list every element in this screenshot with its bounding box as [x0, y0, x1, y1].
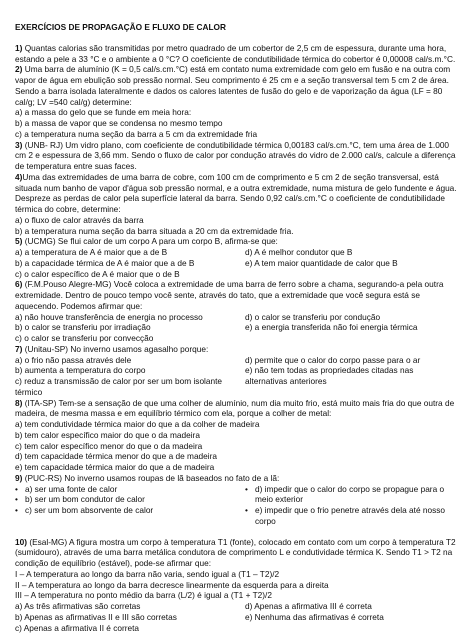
- option: d) tem capacidade térmica menor do que a de madeira: [15, 451, 460, 462]
- option: c) o calor se transferiu por convecção: [15, 333, 245, 344]
- option-row: [15, 516, 460, 527]
- question-number: 9): [15, 473, 22, 483]
- option-row: [15, 355, 460, 366]
- question-text: (PUC-RS) No inverno usamos roupas de lã baseados no fato de a lã:: [25, 473, 280, 483]
- option: b) Apenas as afirmativas II e III são corretas: [15, 612, 245, 623]
- option: b) a massa de vapor que se condensa no mesmo tempo: [15, 118, 460, 129]
- option-row: [15, 333, 460, 344]
- question-number: 4): [15, 172, 22, 182]
- question-text: (UNB- RJ) Um vidro plano, com coeficiente de condutibilidade térmica 0,00183 cal/s.cm.°C, tem uma área de 1.000 cm 2 e espessura de 3,66 mm. Sendo o fluxo de calor por condução através do vidro de 2.000 cal/s, calcule a diferença de temperatura entre suas faces.: [15, 140, 455, 172]
- option-row: [15, 601, 460, 612]
- option: a) a temperatura de A é maior que a de B: [15, 247, 245, 258]
- question-5: [15, 236, 460, 247]
- question-2: [15, 64, 460, 107]
- option: [245, 269, 460, 280]
- bullet-icon: •: [15, 494, 25, 505]
- question-number: 1): [15, 43, 22, 53]
- option: a) o frio não passa através dele: [15, 355, 245, 366]
- option-row: [15, 623, 460, 633]
- question-number: 6): [15, 279, 22, 289]
- question-number: 3): [15, 140, 22, 150]
- bullet-icon: •: [245, 505, 255, 516]
- question-number: 5): [15, 236, 22, 246]
- question-7: [15, 344, 460, 355]
- option: c) tem calor específico menor do que o da madeira: [15, 441, 460, 452]
- option-row: [15, 269, 460, 280]
- bullet-icon: •: [15, 484, 25, 495]
- option: d) A é melhor condutor que B: [245, 247, 460, 258]
- option: c) reduz a transmissão de calor por ser um bom isolante térmico: [15, 376, 245, 398]
- option: a) tem condutividade térmica maior do que a da colher de madeira: [15, 419, 460, 430]
- option: e) tem capacidade térmica maior do que a de madeira: [15, 462, 460, 473]
- option-row: [15, 322, 460, 333]
- option: e) não tem todas as propriedades citadas nas: [245, 365, 460, 376]
- page-title: EXERCÍCIOS DE PROPAGAÇÃO E FLUXO DE CALOR: [15, 22, 460, 33]
- option-row: [15, 365, 460, 376]
- option: a) não houve transferência de energia no processo: [15, 312, 245, 323]
- option: e) Nenhuma das afirmativas é correta: [245, 612, 460, 623]
- option-row: [15, 247, 460, 258]
- option: a) a massa do gelo que se funde em meia hora:: [15, 107, 460, 118]
- option: e) impedir que o frio penetre através dela até nosso: [255, 505, 445, 516]
- option: [245, 333, 460, 344]
- option-row: [15, 612, 460, 623]
- option-row: [15, 494, 460, 505]
- question-1: [15, 43, 460, 65]
- question-4: [15, 172, 460, 215]
- bullet-icon: •: [15, 505, 25, 516]
- statement: II – A temperatura ao longo da barra decresce linearmente da esquerda para a direita: [15, 580, 460, 591]
- option: e) A tem maior quantidade de calor que B: [245, 258, 460, 269]
- question-number: 2): [15, 64, 22, 74]
- question-9: [15, 473, 460, 484]
- option-row: [15, 484, 460, 495]
- question-text: (Unitau-SP) No inverno usamos agasalho porque:: [25, 344, 209, 354]
- option: b) a capacidade térmica de A é maior que a de B: [15, 258, 245, 269]
- question-text: (UCMG) Se flui calor de um corpo A para um corpo B, afirma-se que:: [25, 236, 278, 246]
- question-text: Uma barra de alumínio (K = 0,5 cal/s.cm.°C) está em contato numa extremidade com gelo em fusão e na outra com vapor de água em ebulição sob pressão normal. Seu comprimento é 25 cm e a seção transversal tem 5 cm 2 de área. Sendo a barra isolada lateralmente e dados os calores latentes de fusão do gelo e de vaporização da água (LF = 80 cal/g; LV =540 cal/g) determine:: [15, 64, 450, 106]
- option: d) o calor se transferiu por condução: [245, 312, 460, 323]
- option: meio exterior: [255, 494, 303, 505]
- option: b) aumenta a temperatura do corpo: [15, 365, 245, 376]
- option: c) a temperatura numa seção da barra a 5 cm da extremidade fria: [15, 129, 460, 140]
- question-text: (Esal-MG) A figura mostra um corpo à temperatura T1 (fonte), colocado em contato com um corpo à temperatura T2 (sumidouro), através de uma barra metálica condutora de comprimento L e condutividade térmica K. Sendo T1 > T2 na condição de equilíbrio (estável), pode-se afirmar que:: [15, 537, 456, 569]
- question-text: Uma das extremidades de uma barra de cobre, com 100 cm de comprimento e 5 cm 2 de seção transversal, está situada num banho de vapor d'água sob pressão normal, e a outra extremidade, numa mistura de gelo fundente e água. Despreze as perdas de calor pela superfície lateral da barra. Sendo 0,92 cal/s.cm.°C o coeficiente de condutibilidade térmica do cobre, determine:: [15, 172, 457, 214]
- bullet-icon: •: [245, 484, 255, 495]
- option: b) ser um bom condutor de calor: [25, 494, 145, 505]
- question-3: [15, 140, 460, 172]
- option: [245, 623, 460, 633]
- option: corpo: [255, 516, 276, 527]
- option: d) impedir que o calor do corpo se propague para o: [255, 484, 444, 495]
- statement: III – A temperatura no ponto médio da barra (L/2) é igual a (T1 + T2)/2: [15, 590, 460, 601]
- option: d) Apenas a afirmativa III é correta: [245, 601, 460, 612]
- question-text: Quantas calorias são transmitidas por metro quadrado de um cobertor de 2,5 cm de espessura, durante uma hora, estando a pele a 33 °C e o ambiente a 0 °C? O coeficiente de condutibilidade térmica do cobertor é 0,00008 cal/s.m.°C.: [15, 43, 455, 64]
- question-10: [15, 537, 460, 569]
- question-number: 10): [15, 537, 27, 547]
- option-row: [15, 376, 460, 398]
- question-number: 8): [15, 398, 22, 408]
- question-number: 7): [15, 344, 22, 354]
- question-6: [15, 279, 460, 311]
- option-row: [15, 505, 460, 516]
- option: a) o fluxo de calor através da barra: [15, 215, 460, 226]
- option: alternativas anteriores: [245, 376, 460, 398]
- option: c) o calor específico de A é maior que o de B: [15, 269, 245, 280]
- option-row: [15, 312, 460, 323]
- question-text: (F.M.Pouso Alegre-MG) Você coloca a extremidade de uma barra de ferro sobre a chama, segurando-a pela outra extremidade. Dentro de pouco tempo você sente, através do tato, que a extremidade que você segura está se aquecendo. Podemos afirmar que:: [15, 279, 443, 311]
- option: c) ser um bom absorvente de calor: [25, 505, 153, 516]
- option: b) tem calor específico maior do que o da madeira: [15, 430, 460, 441]
- option: d) permite que o calor do corpo passe para o ar: [245, 355, 460, 366]
- option: b) o calor se transferiu por irradiação: [15, 322, 245, 333]
- question-8: [15, 398, 460, 420]
- option-row: [15, 258, 460, 269]
- option: a) ser uma fonte de calor: [25, 484, 117, 495]
- statement: I – A temperatura ao longo da barra não varia, sendo igual a (T1 – T2)/2: [15, 569, 460, 580]
- option: a) As três afirmativas são corretas: [15, 601, 245, 612]
- option: b) a temperatura numa seção da barra situada a 20 cm da extremidade fria.: [15, 226, 460, 237]
- option: e) a energia transferida não foi energia térmica: [245, 322, 460, 333]
- option: c) Apenas a afirmativa II é correta: [15, 623, 245, 633]
- question-text: (ITA-SP) Tem-se a sensação de que uma colher de alumínio, num dia muito frio, está muito mais fria do que outra de madeira, de mesma massa e em equilíbrio térmico com ela, porque a colher de metal:: [15, 398, 454, 419]
